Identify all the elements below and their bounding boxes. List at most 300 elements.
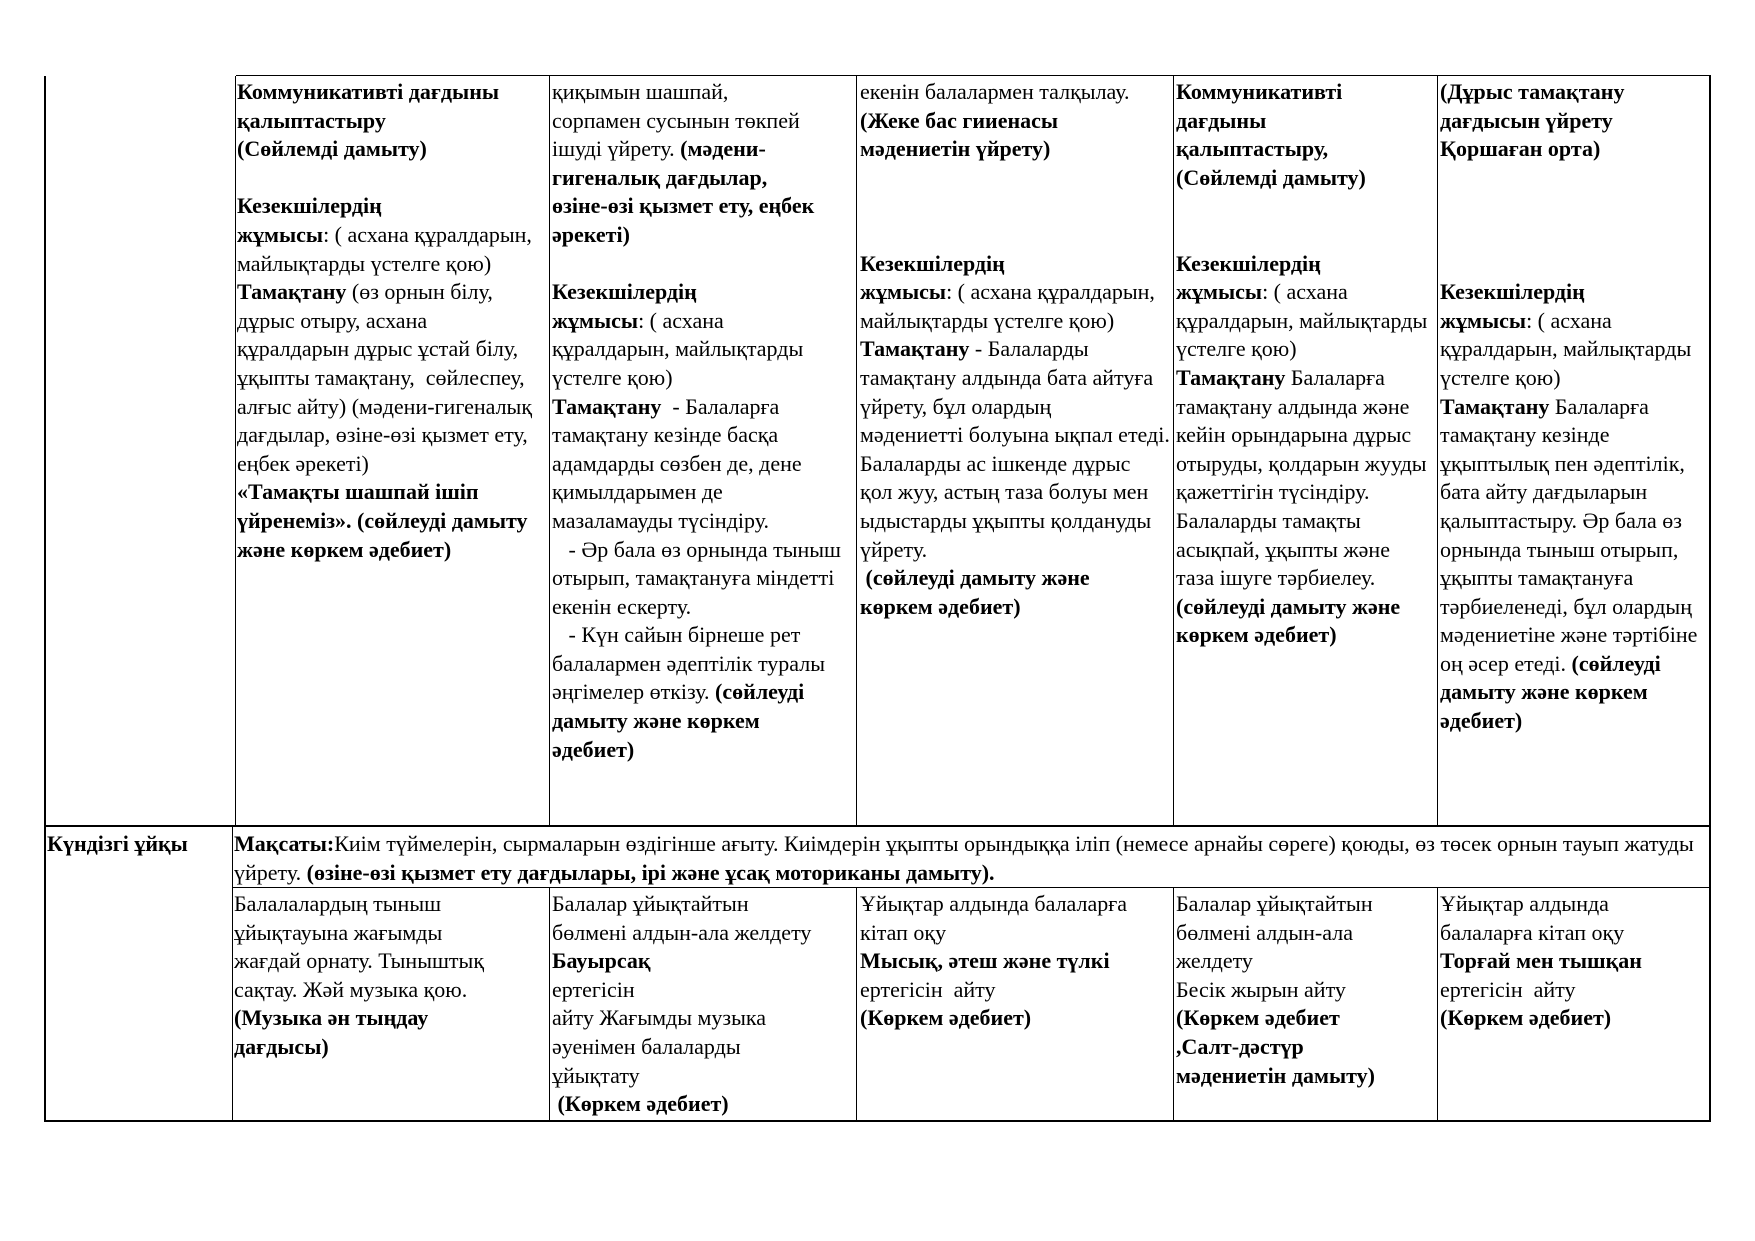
column-divider-5-lower (1437, 888, 1438, 1121)
cell-line (1176, 278, 1436, 307)
text-run: Балалалардың тыныш (234, 891, 442, 916)
cell-line (860, 919, 1172, 948)
cell-line (552, 450, 855, 479)
text-run: құралдарын дұрыс ұстай білу, (237, 336, 519, 362)
cell-line (1176, 450, 1436, 479)
cell-line (860, 478, 1172, 507)
cell-line (1440, 919, 1709, 948)
bold-text-run: (мәдени- (680, 136, 766, 162)
cell-line (1176, 107, 1436, 136)
cell-line (552, 192, 855, 221)
text-run: ішуді үйрету. (552, 136, 681, 162)
cell-line (1176, 364, 1436, 393)
cell-line (1440, 593, 1709, 622)
cell-line (1440, 364, 1709, 393)
text-run: құралдарын, майлықтарды (1176, 307, 1428, 333)
cell-line (1440, 707, 1709, 736)
bold-text-run: «Тамақты шашпай ішіп (237, 479, 479, 505)
text-run: - Күн сайын бірнеше рет (552, 622, 801, 648)
bold-text-run: Торғай мен тышқан (1440, 948, 1642, 974)
bold-text-run: дағдыны (1176, 107, 1267, 133)
bold-text-run: әдебиет) (1440, 708, 1523, 734)
cell-line (860, 364, 1172, 393)
bold-text-run: жұмысы (552, 307, 639, 333)
cell-line (1176, 478, 1436, 507)
text-run: ыдыстарды ұқыпты қолдануды (860, 507, 1152, 533)
cell-line (237, 478, 548, 507)
bold-text-run: Тамақтану (860, 336, 970, 362)
bold-text-run: Коммуникативті (1176, 79, 1343, 104)
text-run: майлықтарды үстелге қою) (860, 307, 1115, 333)
cell-line (1440, 307, 1709, 336)
cell-line (1176, 947, 1436, 976)
text-run: қимылдарымен де (552, 479, 723, 505)
blank-line (860, 164, 1172, 193)
cell-line (860, 335, 1172, 364)
cell-line (237, 450, 548, 479)
cell-line (552, 1062, 855, 1091)
bold-text-run: (Жеке бас гииенасы (860, 107, 1059, 133)
cell-line (860, 564, 1172, 593)
cell-line (1440, 278, 1709, 307)
text-run: (өз орнын білу, (346, 279, 493, 305)
column-divider-1-upper (235, 76, 236, 826)
cell-line (552, 593, 855, 622)
cell-line (1176, 593, 1436, 622)
blank-line (860, 221, 1172, 250)
cell-line (1440, 107, 1709, 136)
blank-line (860, 192, 1172, 221)
table-border-right (1709, 76, 1711, 1121)
text-run: мазаламауды түсіндіру. (552, 507, 770, 533)
cell-line (237, 364, 548, 393)
cell-line (237, 393, 548, 422)
text-run: : ( асхана (1262, 279, 1348, 305)
bold-text-run: (Музыка ән тыңдау (234, 1005, 429, 1031)
bold-text-run: әрекеті) (552, 221, 630, 247)
cell-line (234, 1033, 548, 1062)
text-run: Ұйықтар алдында балаларға (860, 891, 1128, 916)
column-divider-3 (856, 76, 857, 826)
cell-line (860, 450, 1172, 479)
column-divider-2 (549, 76, 550, 826)
bold-text-run: дағдысын үйрету (1440, 107, 1613, 133)
bold-text-run: жұмысы (1440, 307, 1527, 333)
cell-line (237, 221, 548, 250)
cell-line (1440, 976, 1709, 1005)
bold-text-run: (Көркем әдебиет (1176, 1005, 1340, 1031)
bold-text-run: ,Салт-дәстүр (1176, 1033, 1304, 1059)
column-divider-5 (1437, 76, 1438, 826)
cell-line (234, 1004, 548, 1033)
bold-text-run: мәдениетін үйрету) (860, 136, 1051, 162)
bold-text-run: гигеналық дағдылар, (552, 164, 768, 190)
cell-line (237, 250, 548, 279)
bold-text-run: дағдысы) (234, 1033, 329, 1059)
cell-line (1176, 307, 1436, 336)
cell-line (860, 947, 1172, 976)
bold-text-run: (сөйлеуді (715, 679, 805, 705)
text-run: балаларға кітап оқу (1440, 919, 1625, 945)
cell-line (1440, 135, 1709, 164)
text-run: : ( асхана құралдарын, (946, 279, 1155, 305)
cell-line (552, 707, 855, 736)
text-run: оң әсер етеді. (1440, 650, 1572, 676)
bold-text-run: әдебиет) (552, 736, 635, 762)
cell-line (552, 536, 855, 565)
cell-line (860, 507, 1172, 536)
label-divider-nap (232, 826, 233, 888)
cell-line (237, 335, 548, 364)
blank-line (1440, 221, 1709, 250)
upper-cell-day-1 (235, 76, 548, 821)
bold-text-run: жұмысы (860, 279, 947, 305)
text-run: ұқыпты тамақтануға (1440, 565, 1634, 591)
bold-text-run: (Көркем әдебиет) (860, 1005, 1032, 1031)
text-run: сорпамен сусынын төкпей (552, 107, 800, 133)
cell-line (860, 393, 1172, 422)
cell-line (552, 307, 855, 336)
cell-line (860, 307, 1172, 336)
bold-text-run: Кезекшілердің (552, 279, 697, 305)
text-run: Балалар ұйықтайтын (1176, 891, 1373, 916)
cell-line (237, 78, 548, 107)
bold-text-run: Тамақтану (552, 393, 662, 419)
cell-line (1440, 890, 1709, 919)
text-run: тамақтану алдында және (1176, 393, 1410, 419)
bold-text-run: Коммуникативті дағдыны (237, 79, 500, 104)
text-run: таза ішуге тәрбиелеу. (1176, 565, 1376, 591)
nap-cell-day-5 (1438, 888, 1709, 1118)
column-divider-4 (1173, 76, 1174, 826)
text-run: ұйықтауына жағымды (234, 919, 443, 945)
nap-goal-text: Киім түймелерін, сырмаларын өздігінше ағыту. Киімдерін ұқыпты орындыққа іліп (немесе арнайы сөреге) қоюды, өз төсек орнын тауып жатуды үйрету. (234, 831, 1694, 885)
cell-line (860, 421, 1172, 450)
cell-line (552, 678, 855, 707)
cell-line (860, 890, 1172, 919)
bold-text-run: Кезекшілердің (1176, 250, 1321, 276)
text-run: тамақтану алдында бата айтуға (860, 364, 1154, 390)
bold-text-run: (сөйлеуді дамыту және (1176, 593, 1401, 619)
cell-line (860, 976, 1172, 1005)
bold-text-run: (Көркем әдебиет) (552, 1091, 729, 1117)
text-run: бөлмені алдын-ала желдету (552, 919, 812, 945)
text-run: ертегісін айту (860, 976, 996, 1002)
bold-text-run: Кезекшілердің (1440, 279, 1585, 305)
text-run: мәдениетті болуына ықпал етеді. (860, 422, 1170, 448)
cell-line (1176, 78, 1436, 107)
cell-line (552, 78, 855, 107)
cell-line (1440, 1004, 1709, 1033)
text-run: ұйықтату (552, 1062, 640, 1088)
cell-line (1440, 478, 1709, 507)
upper-cell-day-2 (550, 76, 855, 821)
cell-line (234, 919, 548, 948)
cell-line (1176, 1062, 1436, 1091)
text-run: құралдарын, майлықтарды (552, 336, 804, 362)
nap-cell-day-4 (1174, 888, 1436, 1118)
table-border-left (44, 76, 46, 1121)
cell-line (860, 536, 1172, 565)
text-run: Балаларды ас ішкенде дұрыс (860, 450, 1131, 476)
cell-line (237, 421, 548, 450)
cell-line (552, 278, 855, 307)
text-run: үстелге қою) (1176, 336, 1297, 362)
blank-line (1440, 192, 1709, 221)
text-run: бөлмені алдын-ала (1176, 919, 1353, 945)
bold-text-run: және көркем әдебиет) (237, 536, 452, 562)
nap-goal-bold: (өзіне-өзі қызмет ету дағдылары, ірі және ұсақ моториканы дамыту). (306, 859, 995, 885)
text-run: үйрету. (860, 536, 928, 562)
cell-line (1440, 450, 1709, 479)
text-run: балалармен әдептілік туралы (552, 650, 826, 676)
cell-line (552, 736, 855, 765)
table-top-border (236, 75, 1711, 76)
cell-line (860, 107, 1172, 136)
text-run: асықпай, ұқыпты және (1176, 536, 1390, 562)
cell-line (552, 1033, 855, 1062)
text-run: бата айту дағдыларын (1440, 479, 1648, 505)
nap-cell-day-1 (232, 888, 548, 1118)
bold-text-run: Кезекшілердің (860, 250, 1005, 276)
bold-text-run: (Көркем әдебиет) (1440, 1005, 1612, 1031)
cell-line (237, 135, 548, 164)
cell-line (1176, 135, 1436, 164)
blank-line (1440, 164, 1709, 193)
nap-label-text: Күндізгі ұйқы (47, 831, 188, 856)
text-run: Балаларға (1285, 364, 1385, 390)
row-divider-nap (44, 825, 1711, 827)
bold-text-run: көркем әдебиет) (1176, 622, 1337, 648)
text-run: үстелге қою) (1440, 364, 1561, 390)
cell-line (552, 650, 855, 679)
text-run: ертегісін айту (1440, 976, 1576, 1002)
cell-line (552, 919, 855, 948)
text-run: қол жуу, астың таза болуы мен (860, 479, 1149, 505)
text-run: тамақтану кезінде (1440, 422, 1610, 448)
bold-text-run: дамыту және көркем (552, 708, 760, 734)
cell-line (237, 307, 548, 336)
text-run: Балаларға (1549, 393, 1649, 419)
bold-text-run: Қоршаған орта) (1440, 136, 1601, 162)
text-run: екенін ескерту. (552, 593, 692, 619)
text-run: : ( асхана құралдарын, (323, 221, 532, 247)
bold-text-run: Тамақтану (1440, 393, 1550, 419)
cell-line (234, 947, 548, 976)
cell-line (1440, 393, 1709, 422)
cell-line (1176, 621, 1436, 650)
cell-line (1440, 335, 1709, 364)
text-run: кітап оқу (860, 919, 947, 945)
column-divider-2-lower (549, 888, 550, 1121)
cell-line (860, 135, 1172, 164)
cell-line (1176, 250, 1436, 279)
text-run: айту Жағымды музыка (552, 1005, 767, 1031)
cell-line (552, 1090, 855, 1118)
text-run: құралдарын, майлықтарды (1440, 336, 1692, 362)
cell-line (860, 250, 1172, 279)
cell-line (552, 1004, 855, 1033)
cell-line (1440, 78, 1709, 107)
bold-text-run: жұмысы (237, 221, 324, 247)
cell-line (237, 278, 548, 307)
cell-line (1440, 621, 1709, 650)
text-run: отырып, тамақтануға міндетті (552, 565, 835, 591)
nap-section-label (45, 828, 230, 888)
text-run: : ( асхана (638, 307, 724, 333)
text-run: ұқыптылық пен әдептілік, (1440, 450, 1685, 476)
nap-goal-label: Мақсаты: (234, 831, 335, 856)
cell-line (860, 78, 1172, 107)
cell-line (552, 135, 855, 164)
cell-line (1176, 393, 1436, 422)
bold-text-run: Бауырсақ (552, 948, 651, 974)
upper-cell-day-5 (1438, 76, 1709, 821)
bold-text-run: (сөйлеуді дамыту және (860, 565, 1090, 591)
cell-line (1440, 678, 1709, 707)
text-run: : ( асхана (1526, 307, 1612, 333)
upper-cell-day-3 (858, 76, 1172, 821)
blank-line (1176, 221, 1436, 250)
nap-cell-day-2 (550, 888, 855, 1118)
text-run: дағдылар, өзіне-өзі қызмет ету, (237, 422, 528, 448)
text-run: қажеттігін түсіндіру. (1176, 479, 1370, 505)
bold-text-run: (Сөйлемді дамыту) (1176, 164, 1366, 190)
text-run: Бесік жырын айту (1176, 976, 1346, 1002)
cell-line (552, 221, 855, 250)
text-run: алғыс айту) (мәдени-гигеналық (237, 393, 533, 419)
text-run: жағдай орнату. Тыныштық (234, 948, 485, 974)
cell-line (1440, 507, 1709, 536)
text-run: Балаларды тамақты (1176, 507, 1361, 533)
cell-line (237, 192, 548, 221)
text-run: - Балаларға (661, 393, 780, 419)
text-run: еңбек әрекеті) (237, 450, 369, 476)
row-divider-nap-goal (232, 887, 1711, 888)
text-run: майлықтарды үстелге қою) (237, 250, 492, 276)
bold-text-run: өзіне-өзі қызмет ету, еңбек (552, 193, 815, 219)
bold-text-run: дамыту және көркем (1440, 679, 1648, 705)
cell-line (860, 278, 1172, 307)
text-run: үстелге қою) (552, 364, 673, 390)
bold-text-run: мәдениетін дамыту) (1176, 1062, 1375, 1088)
cell-line (552, 976, 855, 1005)
text-run: әңгімелер өткізу. (552, 679, 716, 705)
blank-line (1176, 192, 1436, 221)
text-run: адамдарды сөзбен де, дене (552, 450, 802, 476)
column-divider-4-lower (1173, 888, 1174, 1121)
bold-text-run: Мысық, әтеш және түлкі (860, 948, 1110, 974)
cell-line (552, 164, 855, 193)
text-run: қалыптастыру. Әр бала өз (1440, 507, 1682, 533)
nap-cell-day-3 (858, 888, 1172, 1118)
text-run: екенін балалармен талқылау. (860, 79, 1130, 104)
text-run: қиқымын шашпай, (552, 79, 729, 104)
cell-line (552, 478, 855, 507)
bold-text-run: жұмысы (1176, 279, 1263, 305)
blank-line (552, 250, 855, 279)
cell-line (1176, 890, 1436, 919)
cell-line (234, 890, 548, 919)
cell-line (860, 1004, 1172, 1033)
text-run: тамақтану кезінде басқа (552, 422, 779, 448)
cell-line (234, 976, 548, 1005)
text-run: - Әр бала өз орнында тыныш (552, 536, 841, 562)
cell-line (1440, 650, 1709, 679)
blank-line (1440, 250, 1709, 279)
bold-text-run: Кезекшілердің (237, 193, 382, 219)
bold-text-run: Тамақтану (237, 279, 347, 305)
text-run: орнында тыныш отырып, (1440, 536, 1679, 562)
text-run: сақтау. Жәй музыка қою. (234, 976, 468, 1002)
column-divider-1-lower (232, 888, 233, 1121)
cell-line (1176, 507, 1436, 536)
column-divider-3-lower (856, 888, 857, 1121)
text-run: - Балаларды (969, 336, 1089, 362)
cell-line (1440, 536, 1709, 565)
bold-text-run: (Сөйлемді дамыту) (237, 136, 427, 162)
cell-line (552, 421, 855, 450)
text-run: Балалар ұйықтайтын (552, 891, 749, 916)
cell-line (552, 364, 855, 393)
bold-text-run: (сөйлеуді (1571, 650, 1661, 676)
cell-line (552, 107, 855, 136)
cell-line (1176, 164, 1436, 193)
text-run: дұрыс отыру, асхана (237, 307, 428, 333)
cell-line (552, 393, 855, 422)
cell-line (1176, 564, 1436, 593)
text-run: ұқыпты тамақтану, сөйлеспеу, (237, 364, 525, 390)
text-run: Ұйықтар алдында (1440, 891, 1609, 916)
bold-text-run: Тамақтану (1176, 364, 1286, 390)
table-bottom-border (44, 1120, 1711, 1122)
cell-line (552, 621, 855, 650)
bold-text-run: қалыптастыру (237, 107, 386, 133)
cell-line (860, 593, 1172, 622)
cell-line (237, 507, 548, 536)
cell-line (552, 947, 855, 976)
upper-cell-day-4 (1174, 76, 1436, 821)
cell-line (1176, 536, 1436, 565)
cell-line (237, 107, 548, 136)
cell-line (552, 335, 855, 364)
bold-text-run: қалыптастыру, (1176, 136, 1329, 162)
cell-line (552, 564, 855, 593)
cell-line (1176, 335, 1436, 364)
cell-line (1176, 421, 1436, 450)
cell-line (1440, 947, 1709, 976)
cell-line (1176, 919, 1436, 948)
nap-goal (232, 828, 1710, 888)
cell-line (552, 890, 855, 919)
text-run: үйрету, бұл олардың (860, 393, 1052, 419)
text-run: отыруды, қолдарын жууды (1176, 450, 1427, 476)
text-run: желдету (1176, 948, 1253, 974)
cell-line (1176, 1033, 1436, 1062)
cell-line (1440, 564, 1709, 593)
text-run: мәдениетіне және тәртібіне (1440, 622, 1698, 648)
text-run: тәрбиеленеді, бұл олардың (1440, 593, 1692, 619)
cell-line (237, 536, 548, 565)
bold-text-run: (Дұрыс тамақтану (1440, 79, 1625, 104)
cell-line (1176, 1004, 1436, 1033)
cell-line (552, 507, 855, 536)
blank-line (237, 164, 548, 193)
text-run: ертегісін (552, 976, 635, 1002)
bold-text-run: үйренеміз». (сөйлеуді дамыту (237, 507, 528, 533)
text-run: әуенімен балаларды (552, 1033, 741, 1059)
text-run: кейін орындарына дұрыс (1176, 422, 1412, 448)
